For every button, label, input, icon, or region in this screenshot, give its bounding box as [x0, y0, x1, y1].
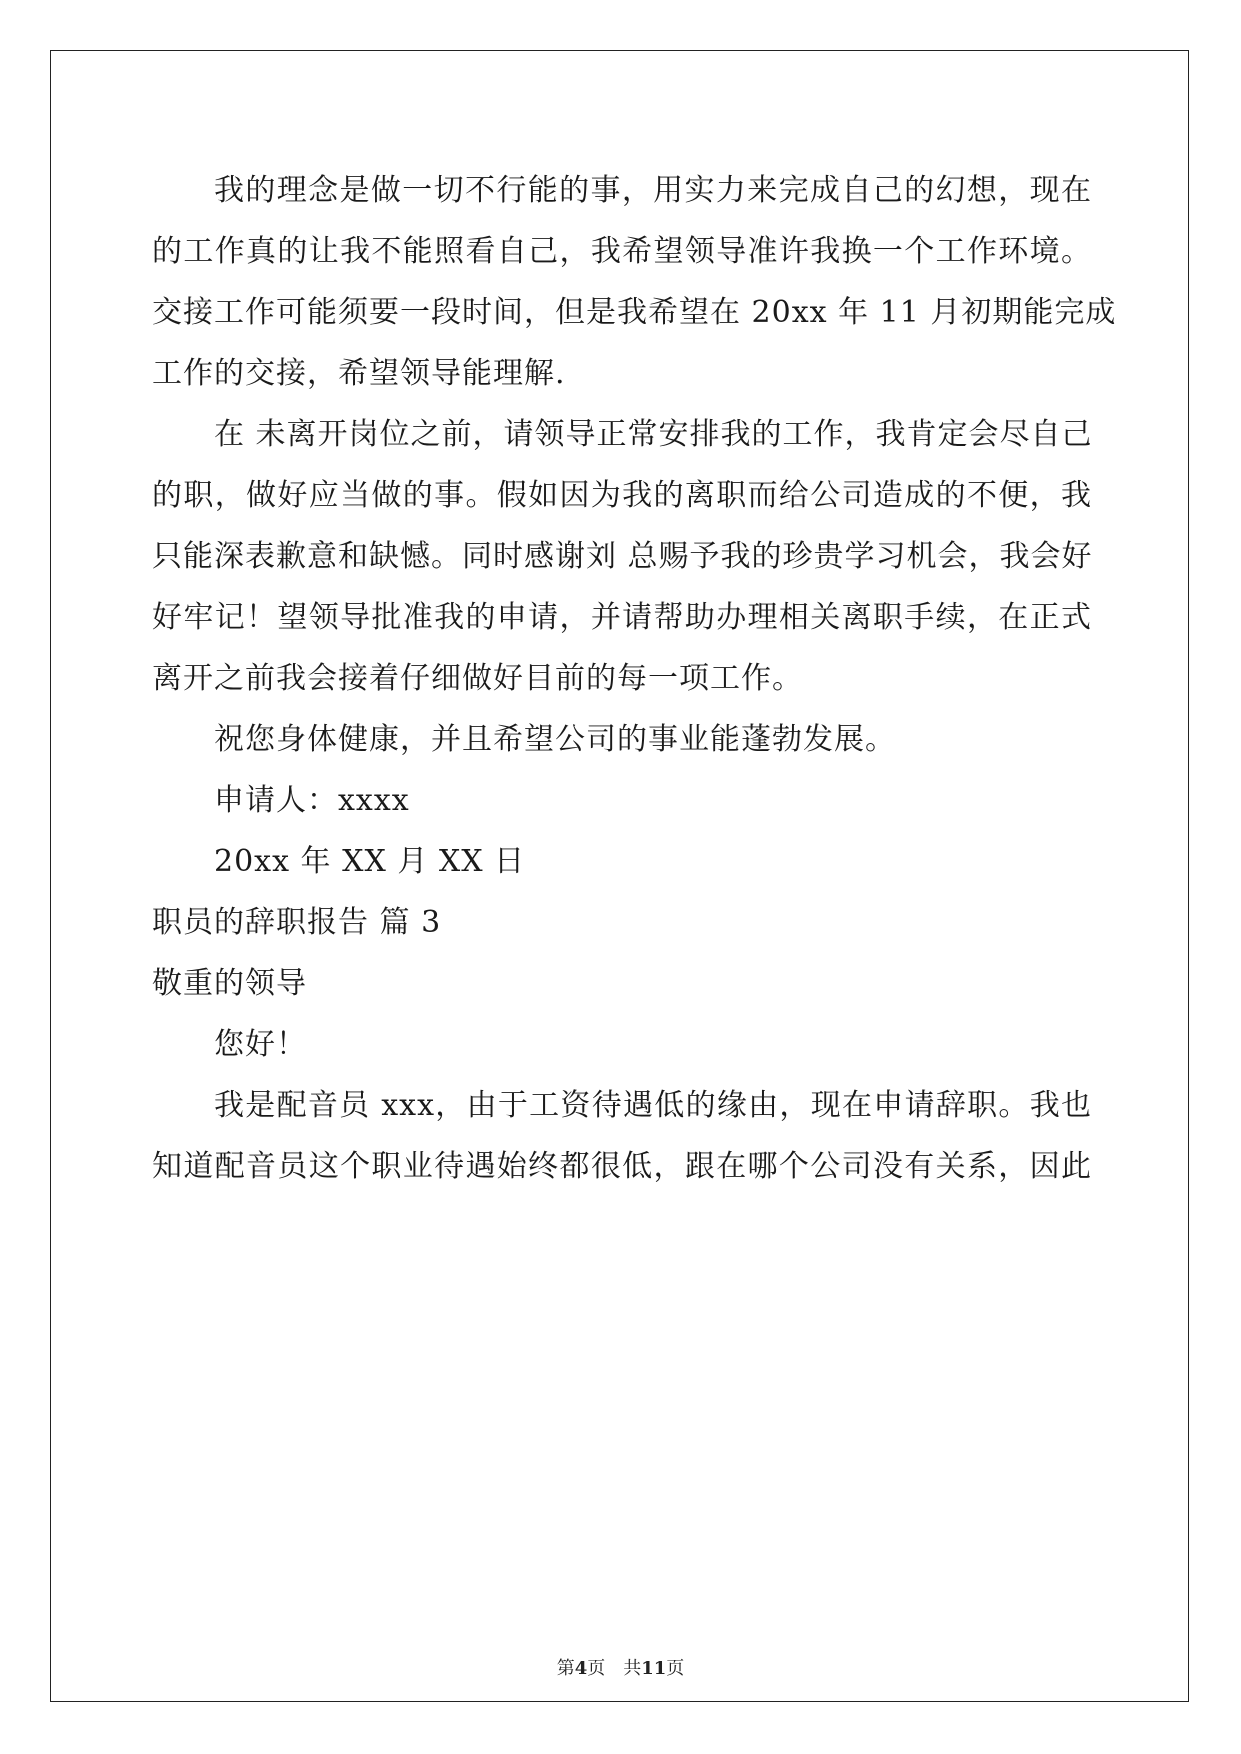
text-line: 交接工作可能须要一段时间，但是我希望在 20xx 年 11 月初期能完成: [152, 295, 1117, 330]
current-page-number: 4: [574, 1658, 588, 1679]
page-number-footer: [0, 1654, 1241, 1680]
text-line: 在 未离开岗位之前，请领导正常安排我的工作，我肯定会尽自己: [214, 417, 1093, 452]
text-line: 的职，做好应当做的事。假如因为我的离职而给公司造成的不便，我: [152, 478, 1092, 513]
text-line: 祝您身体健康，并且希望公司的事业能蓬勃发展。: [214, 722, 896, 757]
total-page-number: 11: [641, 1658, 667, 1679]
footer-prefix: 第: [556, 1658, 575, 1679]
applicant-line: 申请人：xxxx: [214, 783, 410, 818]
document-body: [152, 160, 1117, 1197]
text-line: 只能深表歉意和缺憾。同时感谢刘 总赐予我的珍贵学习机会，我会好: [152, 539, 1093, 574]
text-line: 知道配音员这个职业待遇始终都很低，跟在哪个公司没有关系，因此: [152, 1149, 1092, 1184]
text-line: 我的理念是做一切不行能的事，用实力来完成自己的幻想，现在: [214, 173, 1092, 208]
text-line: 工作的交接，希望领导能理解.: [152, 356, 566, 391]
text-line: 离开之前我会接着仔细做好目前的每一项工作。: [152, 661, 803, 696]
date-line: 20xx 年 XX 月 XX 日: [214, 844, 526, 879]
greeting: 您好！: [214, 1027, 307, 1062]
footer-middle: 页 共: [587, 1658, 642, 1679]
text-line: 好牢记！望领导批准我的申请，并请帮助办理相关离职手续，在正式: [152, 600, 1092, 635]
salutation: 敬重的领导: [152, 966, 307, 1001]
text-line: 我是配音员 xxx，由于工资待遇低的缘由，现在申请辞职。我也: [214, 1088, 1092, 1123]
footer-suffix: 页: [666, 1658, 685, 1679]
section-heading: 职员的辞职报告 篇 3: [152, 905, 442, 940]
text-line: 的工作真的让我不能照看自己，我希望领导准许我换一个工作环境。: [152, 234, 1092, 269]
